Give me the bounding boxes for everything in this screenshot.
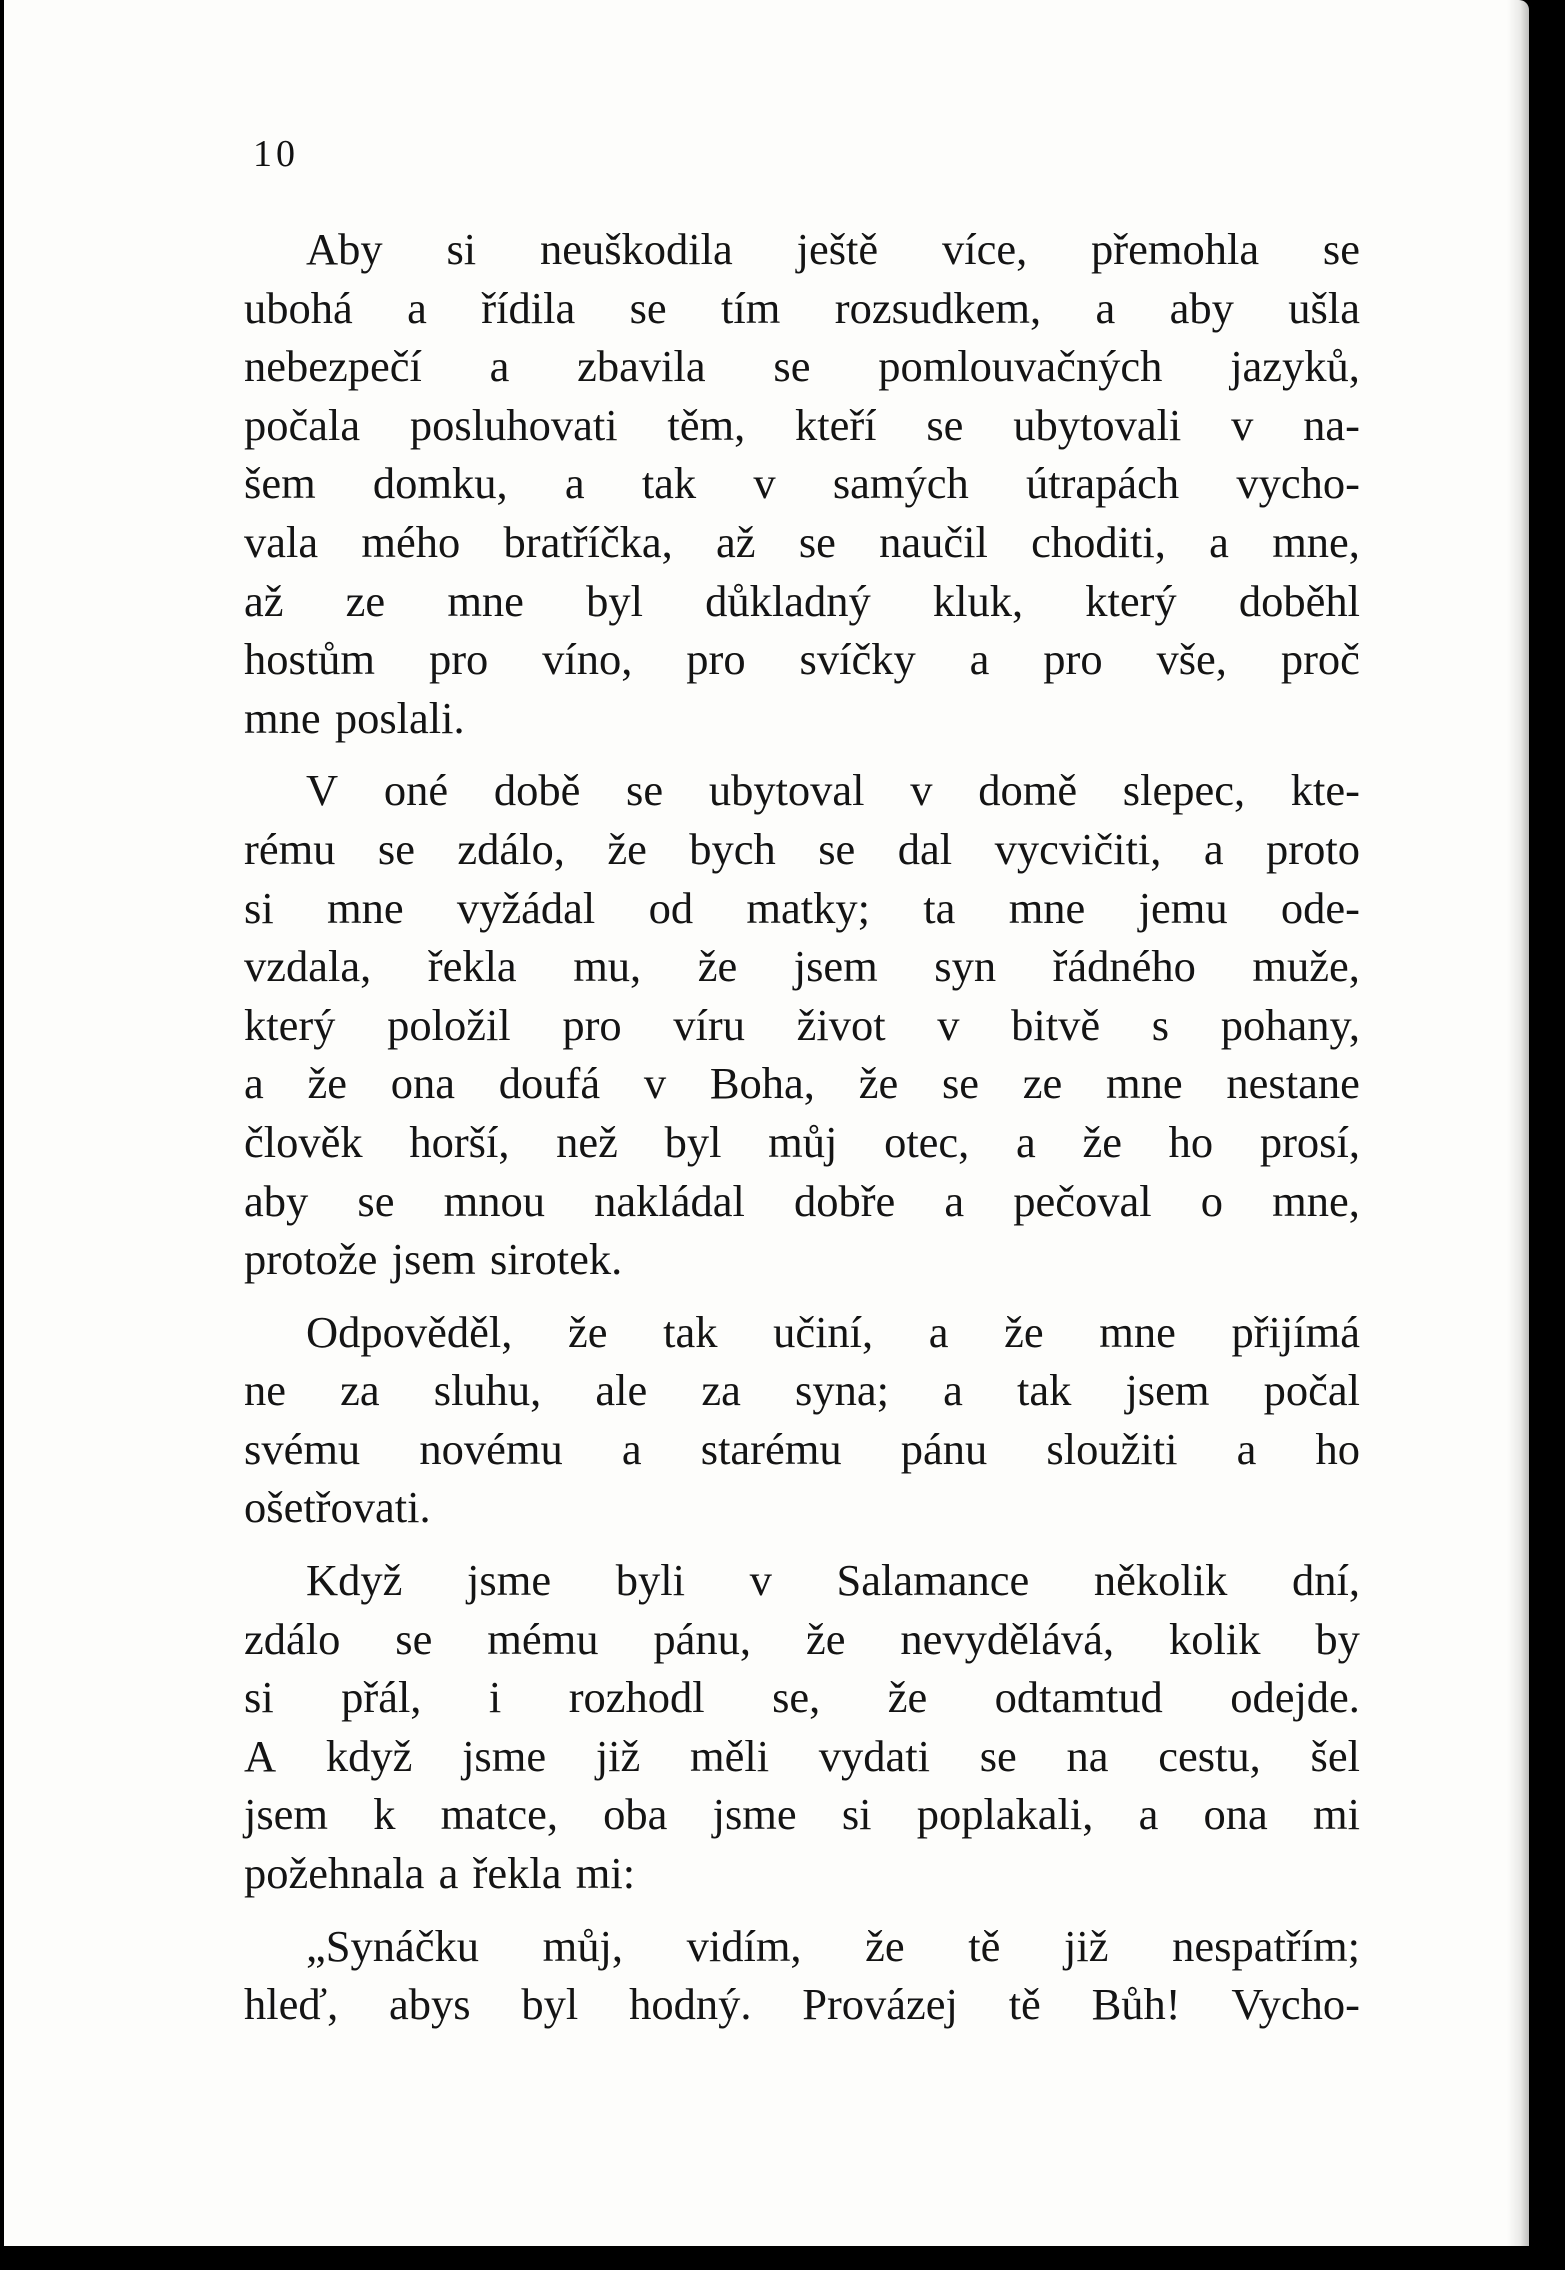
text-line: Aby si neuškodila ještě více, přemohla se (306, 224, 1360, 274)
paragraph-1 (244, 220, 1360, 747)
text-line: V oné době se ubytoval v domě slepec, kte- (306, 765, 1360, 816)
paragraph-4 (244, 1551, 1360, 1903)
text-line: počala posluhovati těm, kteří se ubytovali v na- (244, 399, 1360, 450)
text-line: požehnala a řekla mi: (244, 1848, 636, 1899)
text-line: ošetřovati. (244, 1482, 431, 1533)
text-line: vala mého bratříčka, až se naučil choditi, a mne, (244, 516, 1360, 567)
text-line: rému se zdálo, že bych se dal vycvičiti, a proto (244, 823, 1360, 874)
text-line: ubohá a řídila se tím rozsudkem, a aby ušla (244, 282, 1360, 333)
text-line: svému novému a starému pánu sloužiti a ho (244, 1423, 1360, 1474)
text-line: a že ona doufá v Boha, že se ze mne nestane (244, 1058, 1360, 1109)
page-edge-shadow (1507, 0, 1529, 2246)
text-line: vzdala, řekla mu, že jsem syn řádného muže, (244, 941, 1360, 992)
body-text (244, 220, 1360, 2034)
text-line: nebezpečí a zbavila se pomlouvačných jazyků, (244, 341, 1360, 392)
text-line: zdálo se mému pánu, že nevydělává, kolik by (244, 1613, 1360, 1664)
text-line: až ze mne byl důkladný kluk, který doběhl (244, 575, 1360, 626)
text-line: ne za sluhu, ale za syna; a tak jsem počal (244, 1365, 1360, 1416)
text-line: hostům pro víno, pro svíčky a pro vše, proč (244, 634, 1360, 685)
text-line: šem domku, a tak v samých útrapách vycho- (244, 458, 1360, 509)
text-line: si mne vyžádal od matky; ta mne jemu ode- (244, 882, 1360, 933)
paragraph-3 (244, 1303, 1360, 1537)
text-line: Odpověděl, že tak učiní, a že mne přijímá (306, 1306, 1360, 1357)
paragraph-5 (244, 1917, 1360, 2034)
text-line: člověk horší, než byl můj otec, a že ho prosí, (244, 1116, 1360, 1167)
text-line: jsem k matce, oba jsme si poplakali, a ona mi (244, 1789, 1360, 1840)
text-line: mne poslali. (244, 692, 465, 743)
text-line: „Synáčku můj, vidím, že tě již nespatřím; (306, 1920, 1360, 1971)
paragraph-2 (244, 761, 1360, 1288)
text-line: si přál, i rozhodl se, že odtamtud odejde. (244, 1672, 1360, 1723)
text-line: který položil pro víru život v bitvě s pohany, (244, 999, 1360, 1050)
text-line: hleď, abys byl hodný. Provázej tě Bůh! Vycho- (244, 1979, 1360, 2030)
book-page (4, 0, 1529, 2246)
text-line: protože jsem sirotek. (244, 1234, 623, 1285)
text-line: Když jsme byli v Salamance několik dní, (306, 1555, 1360, 1606)
page-number: 10 (253, 133, 299, 175)
text-line: A když jsme již měli vydati se na cestu, šel (244, 1730, 1360, 1781)
text-line: aby se mnou nakládal dobře a pečoval o mne, (244, 1175, 1360, 1226)
